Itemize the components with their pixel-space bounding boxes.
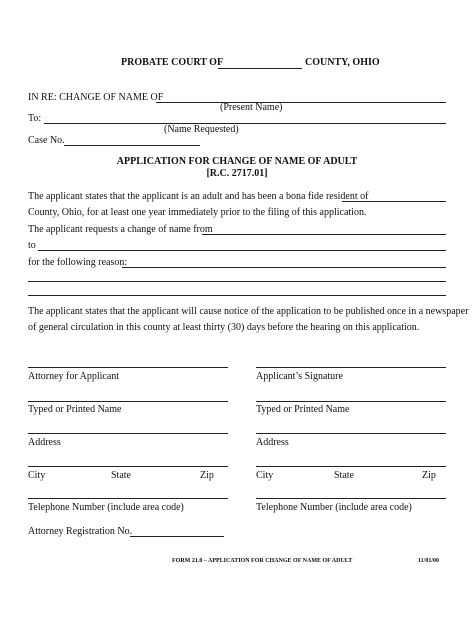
case-no-line[interactable]: [64, 145, 200, 146]
request-to-label: to: [28, 240, 36, 251]
applicant-signature-line[interactable]: [256, 367, 446, 368]
applicant-phone-line[interactable]: [256, 498, 446, 499]
applicant-signature-label: Applicant’s Signature: [256, 371, 343, 382]
reason-line-1[interactable]: [122, 267, 446, 268]
applicant-zip-label: Zip: [422, 470, 436, 481]
reason-line-3[interactable]: [28, 295, 446, 296]
present-name-caption: (Present Name): [220, 102, 283, 113]
attorney-typed-name-line[interactable]: [28, 401, 228, 402]
attorney-state-label: State: [111, 470, 131, 481]
case-no-label: Case No.: [28, 135, 65, 146]
attorney-address-label: Address: [28, 437, 61, 448]
residency-text-2: County, Ohio, for at least one year immediately prior to the filing of this application.: [28, 207, 367, 218]
applicant-address-label: Address: [256, 437, 289, 448]
request-to-line[interactable]: [38, 250, 446, 251]
residency-text-1: The applicant states that the applicant is an adult and has been a bona fide resident of: [28, 191, 369, 202]
name-requested-caption: (Name Requested): [164, 124, 239, 135]
attorney-registration-line[interactable]: [130, 536, 224, 537]
attorney-label: Attorney for Applicant: [28, 371, 120, 382]
court-suffix: COUNTY, OHIO: [305, 57, 380, 68]
applicant-city-line[interactable]: [256, 466, 446, 467]
applicant-state-label: State: [334, 470, 354, 481]
name-requested-line[interactable]: [44, 123, 446, 124]
notice-text-1: The applicant states that the applicant will cause notice of the application to be published once in a newspaper: [28, 306, 469, 317]
in-re-label: IN RE: CHANGE OF NAME OF: [28, 92, 164, 103]
attorney-city-label: City: [28, 470, 46, 481]
to-label: To:: [28, 113, 42, 124]
footer-form-title: FORM 21.0 – APPLICATION FOR CHANGE OF NAME OF ADULT: [172, 558, 353, 564]
court-prefix: PROBATE COURT OF: [121, 57, 224, 68]
request-from-line[interactable]: [202, 234, 446, 235]
attorney-registration-label: Attorney Registration No.: [28, 526, 133, 537]
residency-county-line[interactable]: [342, 201, 446, 202]
attorney-city-line[interactable]: [28, 466, 228, 467]
request-from-label: The applicant requests a change of name from: [28, 224, 213, 235]
applicant-typed-name-label: Typed or Printed Name: [256, 404, 350, 415]
notice-text-2: of general circulation in this county at least thirty (30) days before the hearing on this application.: [28, 322, 420, 333]
form-title-line2: [R.C. 2717.01]: [206, 168, 268, 179]
attorney-signature-line[interactable]: [28, 367, 228, 368]
footer-date: 11/01/00: [418, 558, 440, 564]
present-name-line[interactable]: [156, 102, 446, 103]
applicant-phone-label: Telephone Number (include area code): [256, 502, 412, 513]
reason-label: for the following reason:: [28, 257, 128, 268]
reason-line-2[interactable]: [28, 281, 446, 282]
attorney-phone-line[interactable]: [28, 498, 228, 499]
attorney-zip-label: Zip: [200, 470, 214, 481]
county-blank-line[interactable]: [218, 68, 302, 69]
attorney-phone-label: Telephone Number (include area code): [28, 502, 184, 513]
applicant-city-label: City: [256, 470, 274, 481]
form-title-line1: APPLICATION FOR CHANGE OF NAME OF ADULT: [116, 156, 358, 167]
attorney-address-line[interactable]: [28, 433, 228, 434]
applicant-address-line[interactable]: [256, 433, 446, 434]
attorney-typed-name-label: Typed or Printed Name: [28, 404, 122, 415]
applicant-typed-name-line[interactable]: [256, 401, 446, 402]
